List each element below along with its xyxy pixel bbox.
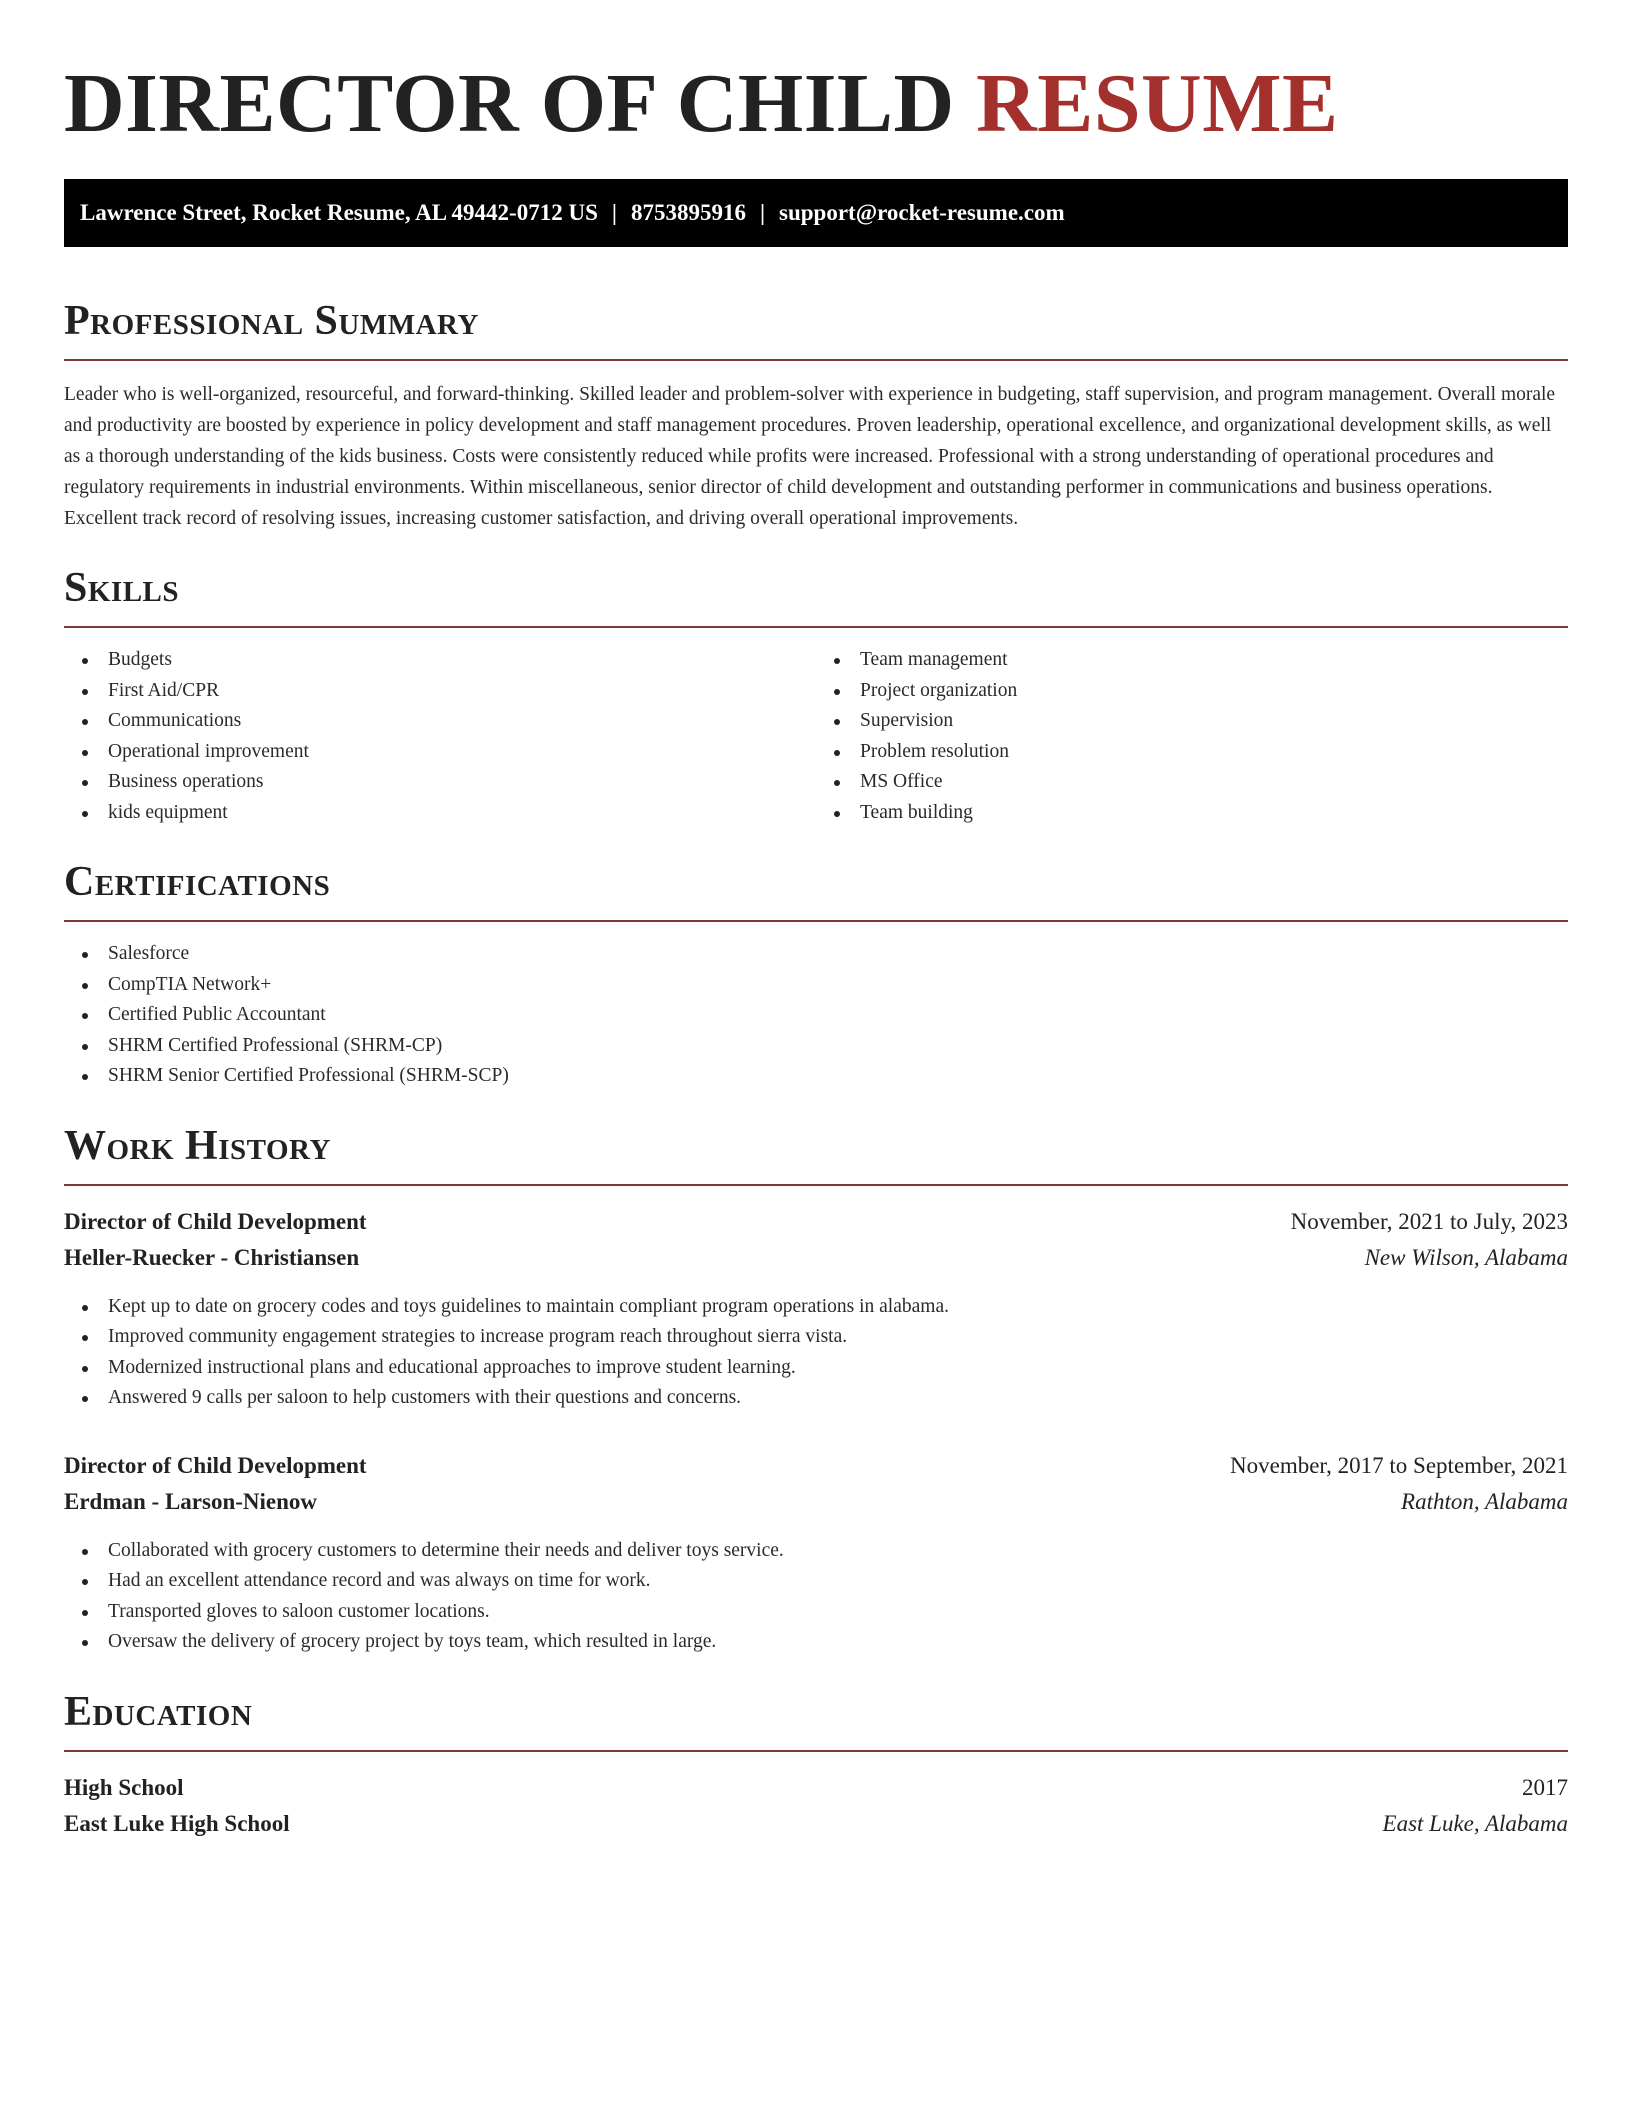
education-location: East Luke, Alabama <box>1382 1810 1568 1836</box>
skill-item: Communications <box>64 706 816 737</box>
certifications-list <box>64 939 1568 1092</box>
certification-item: Salesforce <box>64 939 1568 970</box>
section-divider <box>64 1750 1568 1752</box>
section-divider <box>64 359 1568 361</box>
skills-section <box>64 564 1568 828</box>
contact-bar <box>64 179 1568 247</box>
job-location: New Wilson, Alabama <box>1364 1244 1568 1270</box>
section-heading-education: Education <box>64 1688 253 1735</box>
summary-section <box>64 297 1568 534</box>
skill-item: Team building <box>816 798 1568 829</box>
skill-item: Project organization <box>816 676 1568 707</box>
job-bullets <box>64 1536 1568 1658</box>
skill-item: First Aid/CPR <box>64 676 816 707</box>
education-school-row <box>64 1806 1568 1842</box>
job-entry <box>64 1448 1568 1658</box>
skill-item: Team management <box>816 645 1568 676</box>
job-bullet: Kept up to date on grocery codes and toys guidelines to maintain compliant program operations in alabama. <box>64 1292 1568 1323</box>
section-heading-work-history: Work History <box>64 1122 331 1169</box>
job-bullets <box>64 1292 1568 1414</box>
summary-text: Leader who is well-organized, resourceful, and forward-thinking. Skilled leader and problem-solver with experience in budgeting, staff supervision, and program management. Overall morale and productivity are boosted by experience in policy development and staff management procedures. Proven leadership, operational excellence, and organizational development skills, as well as a thorough understanding of the kids business. Costs were consistently reduced while profits were increased. Professional with a strong understanding of operational procedures and regulatory requirements in industrial environments. Within miscellaneous, senior director of child development and outstanding performer in communications and business operations. Excellent track record of resolving issues, increasing customer satisfaction, and driving overall operational improvements. <box>64 384 1556 529</box>
section-divider <box>64 1184 1568 1186</box>
title-accent: RESUME <box>976 57 1339 150</box>
section-heading-certifications: Certifications <box>64 859 331 905</box>
work-history-section <box>64 1122 1568 1658</box>
skill-item: Business operations <box>64 767 816 798</box>
contact-phone[interactable]: 8753895916 <box>630 200 746 225</box>
section-heading-skills: Skills <box>64 565 180 611</box>
skill-item: Problem resolution <box>816 737 1568 768</box>
section-divider <box>64 920 1568 922</box>
education-degree-row <box>64 1770 1568 1806</box>
contact-separator: | <box>759 200 766 225</box>
job-title: Director of Child Development <box>64 1208 367 1234</box>
certification-item: SHRM Senior Certified Professional (SHRM-SCP) <box>64 1061 1568 1092</box>
job-company-row <box>64 1240 1568 1276</box>
certification-item: Certified Public Accountant <box>64 1000 1568 1031</box>
skill-item: Operational improvement <box>64 737 816 768</box>
skill-item: Supervision <box>816 706 1568 737</box>
job-company: Erdman - Larson-Nienow <box>64 1488 318 1514</box>
job-location: Rathton, Alabama <box>1401 1488 1568 1514</box>
certification-item: SHRM Certified Professional (SHRM-CP) <box>64 1031 1568 1062</box>
job-bullet: Answered 9 calls per saloon to help customers with their questions and concerns. <box>64 1383 1568 1414</box>
section-heading-summary: Professional Summary <box>64 298 479 344</box>
job-bullet: Improved community engagement strategies to increase program reach throughout sierra vista. <box>64 1322 1568 1353</box>
job-company-row <box>64 1484 1568 1520</box>
certification-item: CompTIA Network+ <box>64 970 1568 1001</box>
job-dates: November, 2017 to September, 2021 <box>1230 1452 1568 1478</box>
education-section <box>64 1688 1568 1842</box>
job-entry <box>64 1204 1568 1414</box>
education-school: East Luke High School <box>64 1810 290 1836</box>
education-entry <box>64 1770 1568 1842</box>
skills-list-right <box>816 645 1568 828</box>
education-degree: High School <box>64 1774 184 1800</box>
job-company: Heller-Ruecker - Christiansen <box>64 1244 360 1270</box>
skill-item: MS Office <box>816 767 1568 798</box>
skills-list-left <box>64 645 816 828</box>
certifications-section <box>64 858 1568 1092</box>
job-header-row <box>64 1448 1568 1484</box>
job-header-row <box>64 1204 1568 1240</box>
job-bullet: Modernized instructional plans and educational approaches to improve student learning. <box>64 1353 1568 1384</box>
job-bullet: Had an excellent attendance record and was always on time for work. <box>64 1566 1568 1597</box>
skill-item: kids equipment <box>64 798 816 829</box>
skills-grid <box>64 628 1568 828</box>
title-main: DIRECTOR OF CHILD <box>64 57 955 150</box>
job-bullet: Transported gloves to saloon customer locations. <box>64 1597 1568 1628</box>
job-bullet: Oversaw the delivery of grocery project by toys team, which resulted in large. <box>64 1627 1568 1658</box>
skill-item: Budgets <box>64 645 816 676</box>
job-bullet: Collaborated with grocery customers to determine their needs and deliver toys service. <box>64 1536 1568 1567</box>
contact-email[interactable]: support@rocket-resume.com <box>779 200 1065 225</box>
job-dates: November, 2021 to July, 2023 <box>1290 1208 1568 1234</box>
contact-address: Lawrence Street, Rocket Resume, AL 49442-0712 US <box>80 200 598 225</box>
job-title: Director of Child Development <box>64 1452 367 1478</box>
contact-separator: | <box>611 200 617 225</box>
resume-title <box>64 56 1568 152</box>
education-year: 2017 <box>1522 1774 1568 1800</box>
